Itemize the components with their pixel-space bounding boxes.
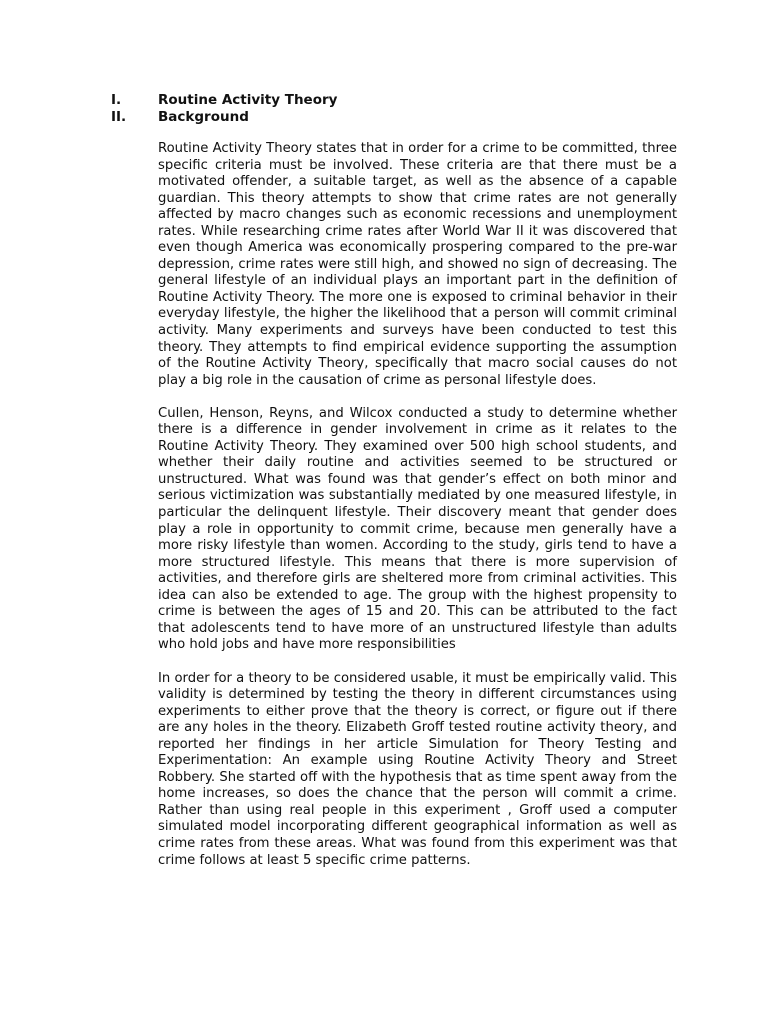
body-text xyxy=(158,141,677,886)
outline-title: Background xyxy=(158,108,249,125)
outline-heading-2 xyxy=(111,109,671,126)
outline-headings xyxy=(111,92,671,125)
outline-number: II. xyxy=(111,108,127,125)
outline-title: Routine Activity Theory xyxy=(158,92,338,108)
paragraph-2: Cullen, Henson, Reyns, and Wilcox conducted a study to determine whether there is a difference in gender involvement in crime as it relates to the Routine Activity Theory. They examined over 500 high school students, and whether their daily routine and activities seemed to be structured or unstructured. What was found was that gender’s effect on both minor and serious victimization was substantially mediated by one measured lifestyle, in particular the delinquent lifestyle. Their discovery meant that gender does play a role in opportunity to commit crime, because men generally have a more risky lifestyle than women. According to the study, girls tend to have a more structured lifestyle. This means that there is more supervision of activities, and therefore girls are sheltered more from criminal activities. This idea can also be extended to age. The group with the highest propensity to crime is between the ages of 15 and 20. This can be attributed to the fact that adolescents tend to have more of an unstructured lifestyle than adults who hold jobs and have more responsibilities xyxy=(158,405,677,653)
paragraph-1: Routine Activity Theory states that in order for a crime to be committed, three specific criteria must be involved. These criteria are that there must be a motivated offender, a suitable target, as well as the absence of a capable guardian. This theory attempts to show that crime rates are not generally affected by macro changes such as economic recessions and unemployment rates. While researching crime rates after World War II it was discovered that even though America was economically prospering compared to the pre-war depression, crime rates were still high, and showed no sign of decreasing. The general lifestyle of an individual plays an important part in the definition of Routine Activity Theory. The more one is exposed to criminal behavior in their everyday lifestyle, the higher the likelihood that a person will commit criminal activity. Many experiments and surveys have been conducted to test this theory. They attempts to find empirical evidence supporting the assumption of the Routine Activity Theory, specifically that macro social causes do not play a big role in the causation of crime as personal lifestyle does. xyxy=(158,141,677,388)
outline-number: I. xyxy=(111,92,122,108)
outline-heading-1 xyxy=(111,92,671,109)
paragraph-3: In order for a theory to be considered usable, it must be empirically valid. This validity is determined by testing the theory in different circumstances using experiments to either prove that the theory is correct, or figure out if there are any holes in the theory. Elizabeth Groff tested routine activity theory, and reported her findings in her article Simulation for Theory Testing and Experimentation: An example using Routine Activity Theory and Street Robbery. She started off with the hypothesis that as time spent away from the home increases, so does the chance that the person will commit a crime. Rather than using real people in this experiment , Groff used a computer simulated model incorporating different geographical information as well as crime rates from these areas. What was found from this experiment was that crime follows at least 5 specific crime patterns. xyxy=(158,670,677,868)
